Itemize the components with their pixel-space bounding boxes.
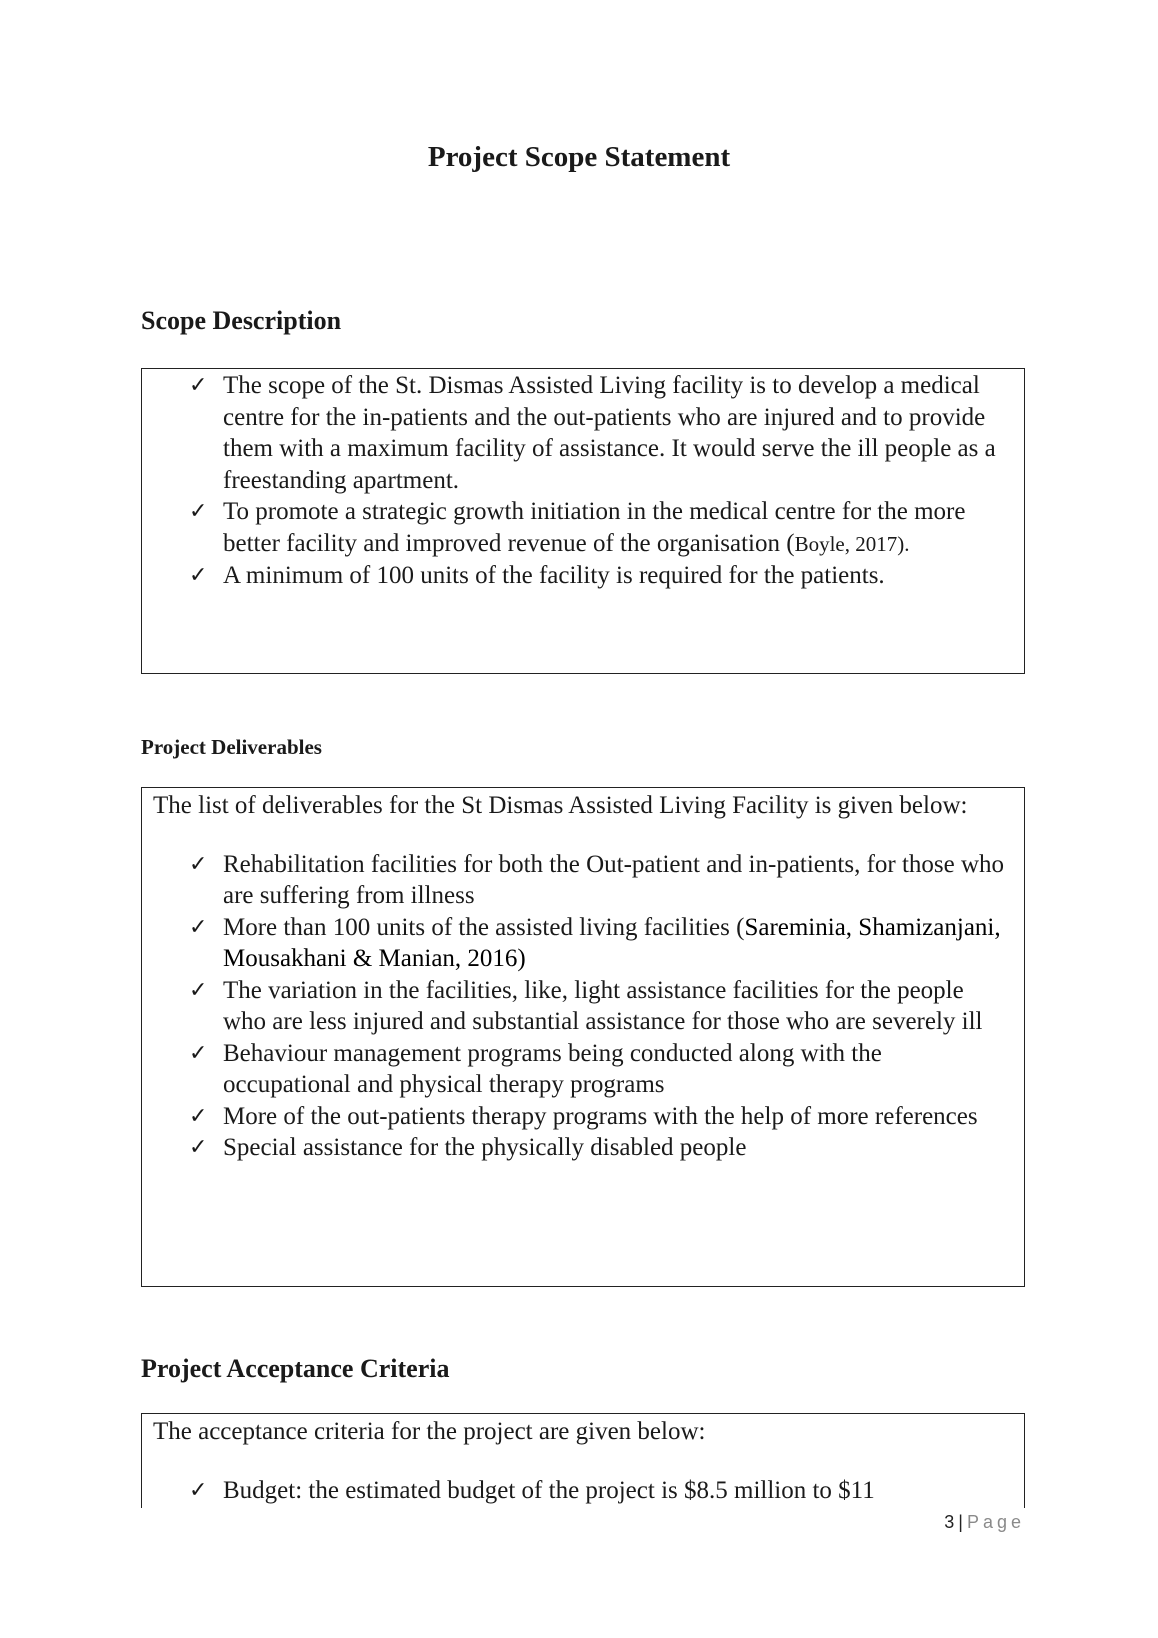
citation: Boyle, 2017). [794,531,910,556]
acceptance-criteria-box [141,1413,1025,1508]
deliverables-intro: The list of deliverables for the St Dismas Assisted Living Facility is given below: [153,792,968,819]
list-item-text: The variation in the facilities, like, light assistance facilities for the people who are less injured and substantial assistance for those who are severely ill [223,976,983,1035]
check-icon: ✓ [189,851,208,877]
list-item-text: Rehabilitation facilities for both the Out-patient and in-patients, for those who are suffering from illness [223,850,1005,909]
check-icon: ✓ [189,1135,208,1160]
list-item [142,1475,1024,1507]
list-item-text: More than 100 units of the assisted living facilities ( [223,913,745,941]
project-deliverables-heading: Project Deliverables [141,735,322,759]
check-icon: ✓ [189,977,208,1003]
list-item-text: To promote a strategic growth initiation in the medical centre for the more better facility and improved revenue of the organisation ( [223,498,966,557]
check-icon: ✓ [189,914,208,940]
list-item [142,975,1024,1038]
list-item [142,496,1024,560]
list-item [142,370,1024,496]
spacer [142,1448,1024,1475]
footer-separator: | [958,1512,963,1532]
list-item-text: A minimum of 100 units of the facility is required for the patients. [223,562,885,589]
citation: Sareminia, Shamizanjani, Mousakhani & Manian, 2016) [223,913,1001,972]
check-icon: ✓ [189,1103,208,1129]
check-icon: ✓ [189,373,208,398]
list-item [142,849,1024,912]
list-item [142,1132,1024,1164]
project-deliverables-box [141,787,1025,1287]
acceptance-intro: The acceptance criteria for the project are given below: [153,1418,706,1445]
spacer [142,822,1024,849]
check-icon: ✓ [189,1040,208,1066]
page-title: Project Scope Statement [427,141,731,173]
list-item [142,912,1024,975]
list-item-text: Special assistance for the physically disabled people [223,1134,747,1161]
scope-list [142,370,1024,592]
list-item-text: Budget: the estimated budget of the project is $8.5 million to $11 [223,1476,875,1504]
project-acceptance-criteria-heading: Project Acceptance Criteria [141,1354,450,1383]
page-label: Page [966,1512,1025,1532]
acceptance-list [142,1475,1024,1507]
deliverables-list [142,849,1024,1164]
page-footer [944,1512,1025,1534]
scope-description-heading: Scope Description [141,306,342,335]
scope-description-box [141,368,1025,674]
check-icon: ✓ [189,563,208,588]
list-item-text: The scope of the St. Dismas Assisted Living facility is to develop a medical centre for the in-patients and the out-patients who are injured and to provide them with a maximum facility of assistance. It would serve the ill people as a freestanding apartment. [223,372,996,494]
list-item-text: More of the out-patients therapy programs with the help of more references [223,1102,978,1130]
list-item [142,1101,1024,1133]
page-number: 3 [944,1512,955,1532]
check-icon: ✓ [189,499,208,524]
list-item [142,560,1024,592]
check-icon: ✓ [189,1477,208,1503]
list-item-text: Behaviour management programs being conducted along with the occupational and physical therapy programs [223,1039,882,1098]
list-item [142,1038,1024,1101]
